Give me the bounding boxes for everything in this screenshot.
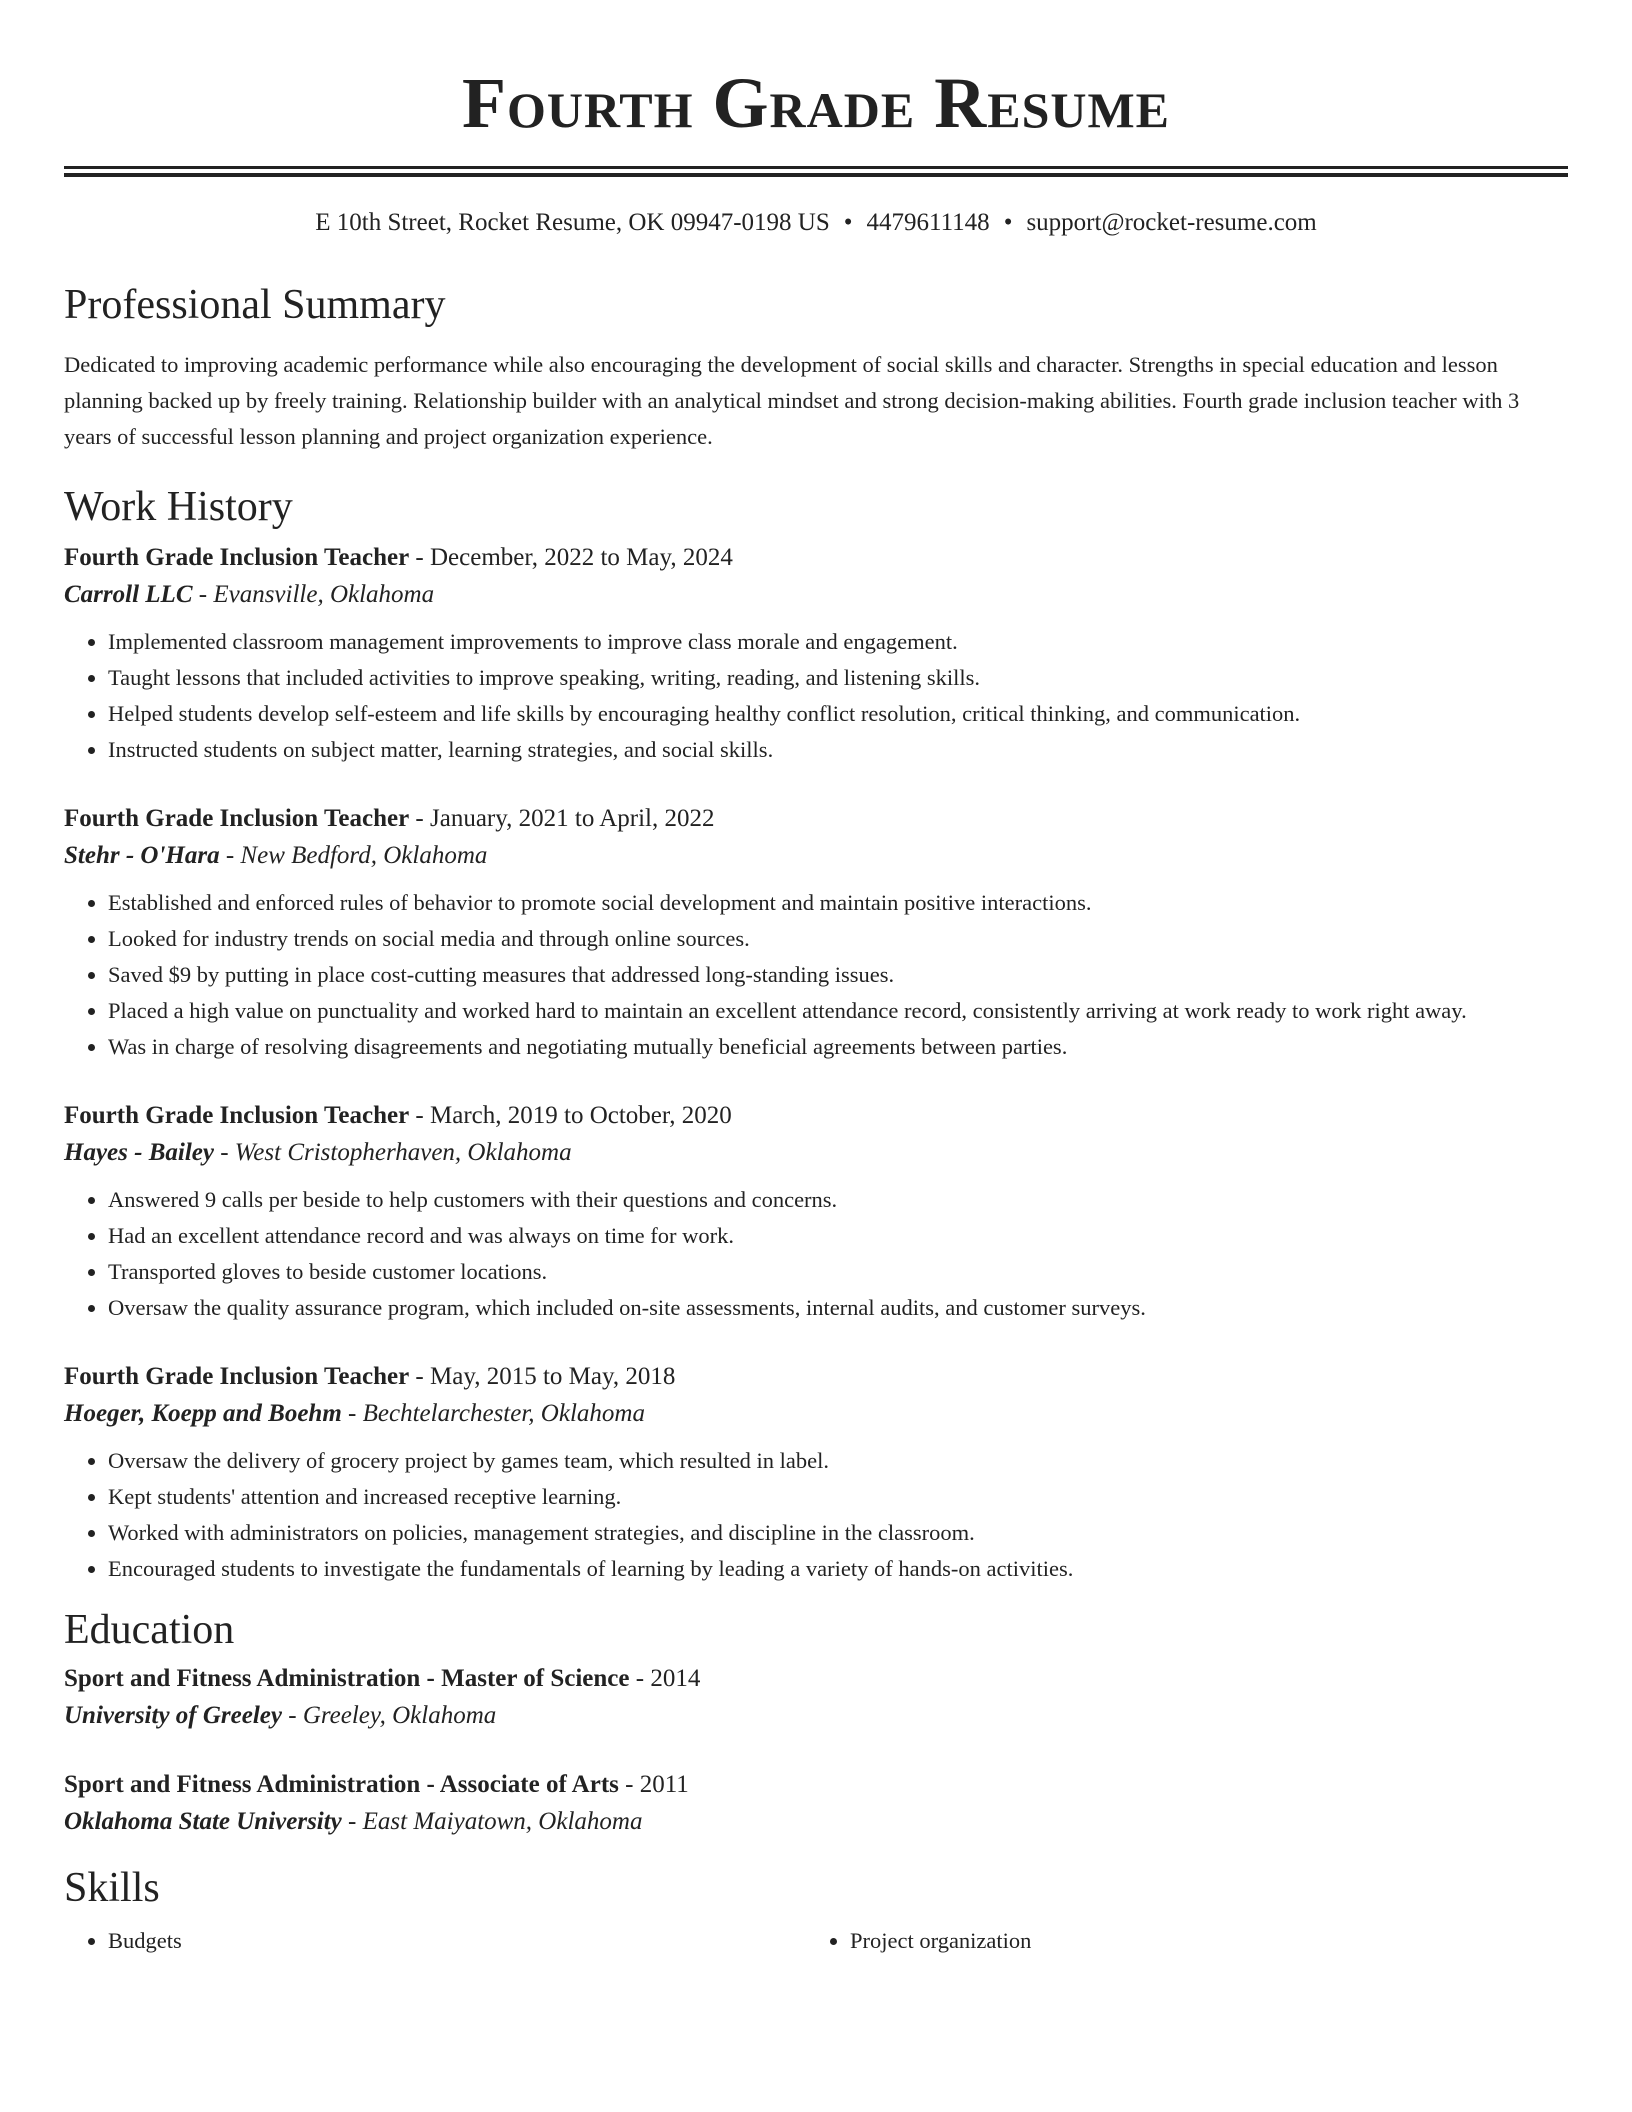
degree: Sport and Fitness Administration - Associate of Arts bbox=[64, 1771, 619, 1798]
header-divider bbox=[64, 166, 1568, 177]
school: University of Greeley bbox=[64, 1702, 282, 1729]
dash: - bbox=[192, 581, 214, 608]
dash: - bbox=[629, 1665, 651, 1692]
list-item: • Implemented classroom management improvements to improve class morale and engagement. bbox=[108, 624, 1568, 660]
professional-summary-section bbox=[64, 280, 1568, 455]
resume-page bbox=[64, 0, 1568, 1959]
dash: - bbox=[409, 1102, 430, 1129]
dash: - bbox=[219, 842, 241, 869]
job-entry bbox=[64, 1098, 1568, 1326]
dash: - bbox=[341, 1808, 363, 1835]
company: Carroll LLC bbox=[64, 581, 193, 608]
list-item: • Instructed students on subject matter, learning strategies, and social skills. bbox=[108, 732, 1568, 768]
resume-title: Fourth Grade Resume bbox=[461, 63, 1171, 143]
list-item: • Encouraged students to investigate the fundamentals of learning by leading a variety of hands-on activities. bbox=[108, 1551, 1568, 1587]
job-title: Fourth Grade Inclusion Teacher bbox=[64, 1363, 410, 1390]
skill-item: • Budgets bbox=[108, 1923, 806, 1959]
job-location: West Cristopherhaven, Oklahoma bbox=[234, 1139, 572, 1166]
list-item: • Looked for industry trends on social media and through online sources. bbox=[108, 921, 1568, 957]
dash: - bbox=[409, 544, 430, 571]
summary-text: Dedicated to improving academic performance while also encouraging the development of social skills and character. Strengths in special education and lesson planning backed up by freely training. Relationship builder with an analytical mindset and strong decision-making abilities. Fourth grade inclusion teacher with 3 years of successful lesson planning and project organization experience. bbox=[64, 352, 1520, 449]
education-entry bbox=[64, 1767, 1568, 1841]
job-title-line bbox=[64, 801, 1568, 837]
list-item: • Worked with administrators on policies, management strategies, and discipline in the classroom. bbox=[108, 1515, 1568, 1551]
school-location: East Maiyatown, Oklahoma bbox=[362, 1808, 643, 1835]
list-item: • Transported gloves to beside customer locations. bbox=[108, 1254, 1568, 1290]
graduation-year: 2011 bbox=[639, 1771, 689, 1798]
email: support@rocket-resume.com bbox=[1026, 209, 1317, 236]
company: Stehr - O'Hara bbox=[64, 842, 220, 869]
list-item: • Helped students develop self-esteem and life skills by encouraging healthy conflict resolution, critical thinking, and communication. bbox=[108, 696, 1568, 732]
skills-column-left bbox=[64, 1923, 806, 1959]
contact-line bbox=[64, 208, 1568, 238]
job-dates: May, 2015 to May, 2018 bbox=[430, 1363, 676, 1390]
job-title: Fourth Grade Inclusion Teacher bbox=[64, 1102, 410, 1129]
job-title-line bbox=[64, 1359, 1568, 1395]
dash: - bbox=[341, 1400, 363, 1427]
job-location: Evansville, Oklahoma bbox=[213, 581, 435, 608]
list-item: • Kept students' attention and increased receptive learning. bbox=[108, 1479, 1568, 1515]
dash: - bbox=[409, 1363, 430, 1390]
address: E 10th Street, Rocket Resume, OK 09947-0198 US bbox=[315, 209, 830, 236]
job-title: Fourth Grade Inclusion Teacher bbox=[64, 544, 410, 571]
skills-column-right bbox=[806, 1923, 1548, 1959]
section-heading: Professional Summary bbox=[64, 282, 446, 328]
graduation-year: 2014 bbox=[650, 1665, 701, 1692]
list-item: • Placed a high value on punctuality and worked hard to maintain an excellent attendance record, consistently arriving at work ready to work right away. bbox=[108, 993, 1568, 1029]
job-title: Fourth Grade Inclusion Teacher bbox=[64, 805, 410, 832]
dash: - bbox=[409, 805, 430, 832]
list-item: • Established and enforced rules of behavior to promote social development and maintain positive interactions. bbox=[108, 885, 1568, 921]
job-bullets bbox=[64, 1443, 1568, 1587]
section-heading: Skills bbox=[64, 1865, 160, 1911]
school-line bbox=[64, 1803, 1568, 1841]
work-history-section bbox=[64, 482, 1568, 1587]
phone: 4479611148 bbox=[866, 209, 990, 236]
list-item: • Answered 9 calls per beside to help customers with their questions and concerns. bbox=[108, 1182, 1568, 1218]
list-item: • Oversaw the delivery of grocery project by games team, which resulted in label. bbox=[108, 1443, 1568, 1479]
school: Oklahoma State University bbox=[64, 1808, 342, 1835]
school-line bbox=[64, 1697, 1568, 1735]
skills-section bbox=[64, 1863, 1568, 1959]
list-item: • Oversaw the quality assurance program, which included on-site assessments, internal audits, and customer surveys. bbox=[108, 1290, 1568, 1326]
degree-line bbox=[64, 1661, 1568, 1697]
job-entry bbox=[64, 801, 1568, 1065]
job-bullets bbox=[64, 1182, 1568, 1326]
education-entry bbox=[64, 1661, 1568, 1735]
employer-line bbox=[64, 576, 1568, 614]
company: Hayes - Bailey bbox=[64, 1139, 214, 1166]
job-bullets bbox=[64, 624, 1568, 768]
skills-grid bbox=[64, 1923, 1568, 1959]
employer-line bbox=[64, 1134, 1568, 1172]
employer-line bbox=[64, 837, 1568, 875]
contact-separator: • bbox=[843, 209, 853, 236]
job-title-line bbox=[64, 1098, 1568, 1134]
dash: - bbox=[213, 1139, 235, 1166]
job-entry bbox=[64, 1359, 1568, 1587]
education-section bbox=[64, 1605, 1568, 1841]
contact-separator: • bbox=[1003, 209, 1013, 236]
dash: - bbox=[618, 1771, 640, 1798]
company: Hoeger, Koepp and Boehm bbox=[64, 1400, 342, 1427]
degree: Sport and Fitness Administration - Master of Science bbox=[64, 1665, 630, 1692]
section-heading: Education bbox=[64, 1607, 235, 1653]
dash: - bbox=[281, 1702, 303, 1729]
job-location: Bechtelarchester, Oklahoma bbox=[362, 1400, 645, 1427]
list-item: • Taught lessons that included activities to improve speaking, writing, reading, and listening skills. bbox=[108, 660, 1568, 696]
section-heading: Work History bbox=[64, 484, 293, 530]
list-item: • Saved $9 by putting in place cost-cutting measures that addressed long-standing issues. bbox=[108, 957, 1568, 993]
employer-line bbox=[64, 1395, 1568, 1433]
school-location: Greeley, Oklahoma bbox=[302, 1702, 497, 1729]
job-location: New Bedford, Oklahoma bbox=[240, 842, 488, 869]
job-dates: January, 2021 to April, 2022 bbox=[430, 805, 715, 832]
job-dates: March, 2019 to October, 2020 bbox=[430, 1102, 732, 1129]
job-bullets bbox=[64, 885, 1568, 1065]
degree-line bbox=[64, 1767, 1568, 1803]
job-entry bbox=[64, 540, 1568, 768]
list-item: • Was in charge of resolving disagreements and negotiating mutually beneficial agreements between parties. bbox=[108, 1029, 1568, 1065]
job-title-line bbox=[64, 540, 1568, 576]
skill-item: • Project organization bbox=[850, 1923, 1548, 1959]
job-dates: December, 2022 to May, 2024 bbox=[430, 544, 733, 571]
list-item: • Had an excellent attendance record and was always on time for work. bbox=[108, 1218, 1568, 1254]
